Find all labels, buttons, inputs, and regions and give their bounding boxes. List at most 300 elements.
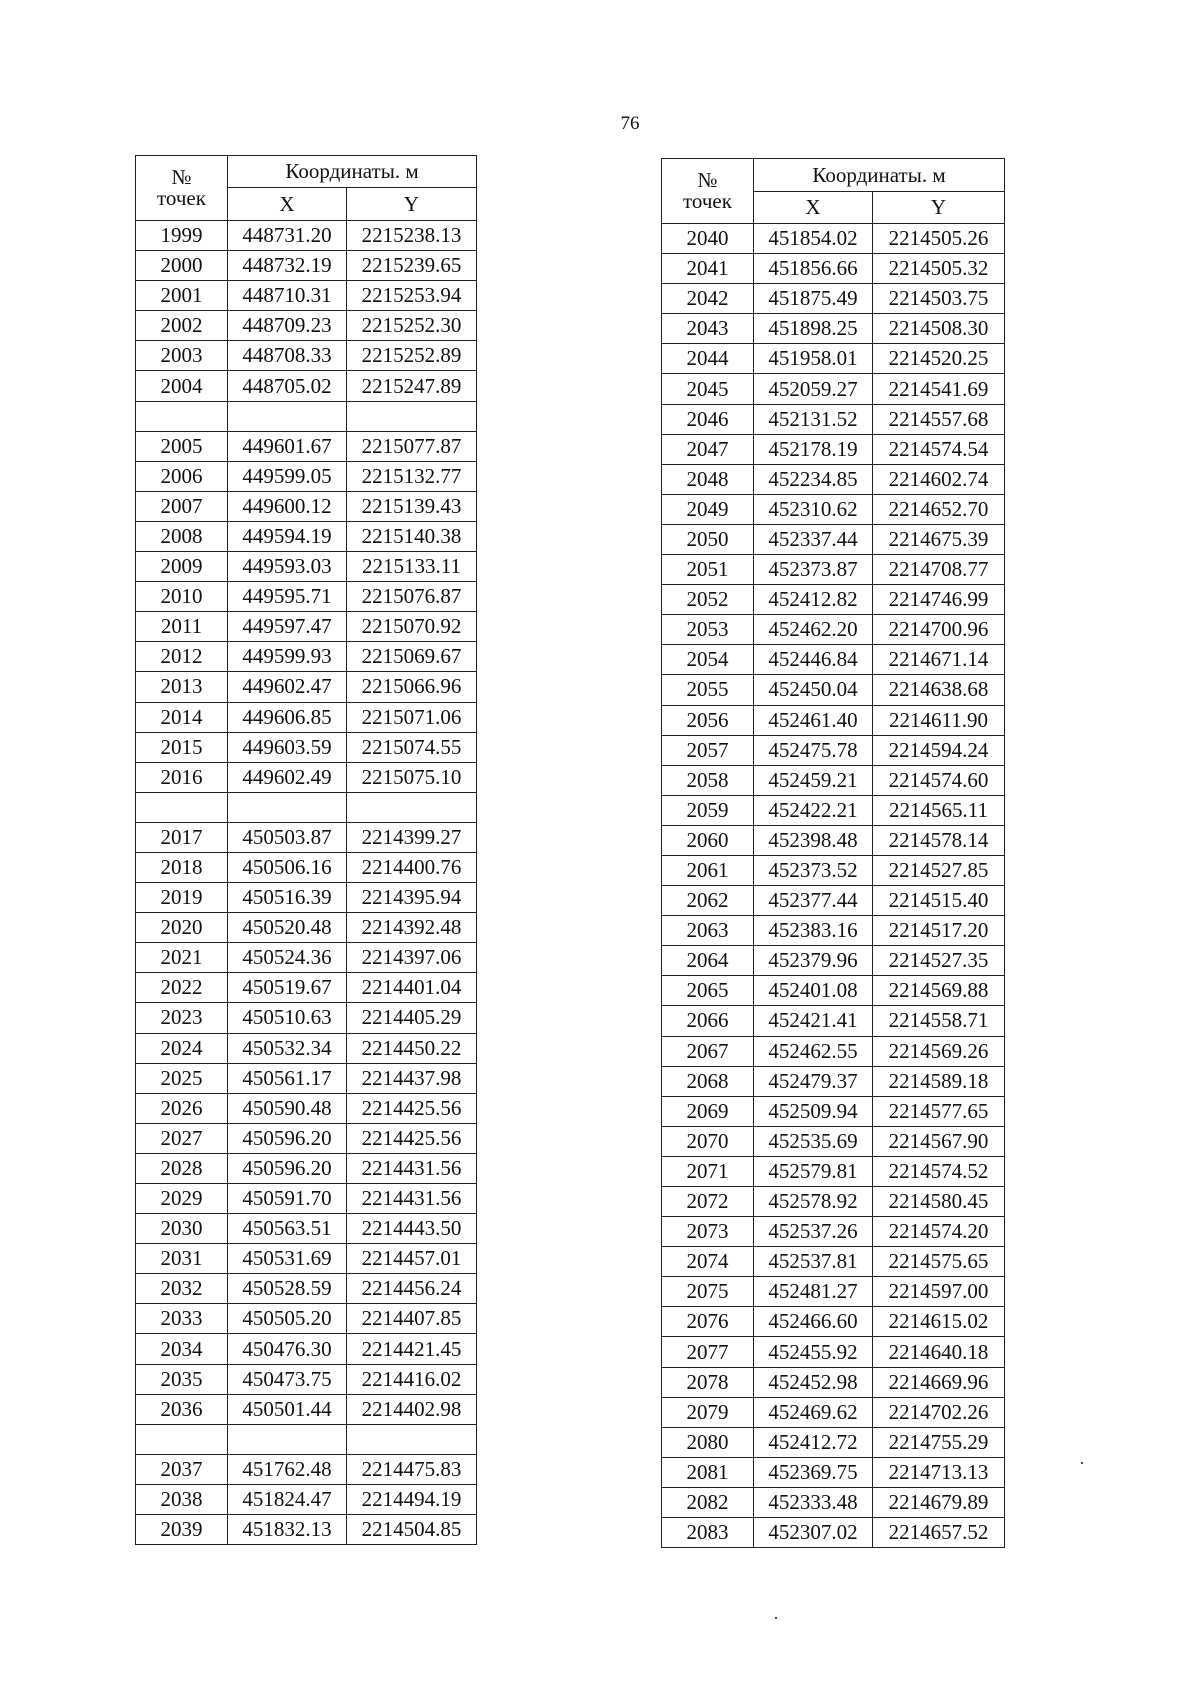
y-coordinate-cell: 2214615.02	[873, 1307, 1005, 1337]
y-coordinate-cell: 2214425.56	[347, 1093, 477, 1123]
table-row	[662, 1096, 1005, 1126]
x-coordinate-cell: 450528.59	[228, 1274, 347, 1304]
table-row	[136, 491, 477, 521]
y-coordinate-cell: 2214679.89	[873, 1487, 1005, 1517]
point-number-cell: 2054	[662, 645, 754, 675]
x-coordinate-cell: 452422.21	[754, 795, 873, 825]
point-number-cell: 2074	[662, 1247, 754, 1277]
x-coordinate-cell: 452131.52	[754, 404, 873, 434]
y-coordinate-cell: 2214638.68	[873, 675, 1005, 705]
y-coordinate-cell: 2214431.56	[347, 1153, 477, 1183]
x-coordinate-cell: 450596.20	[228, 1123, 347, 1153]
x-coordinate-cell: 452337.44	[754, 524, 873, 554]
table-row	[136, 521, 477, 551]
x-coordinate-cell: 452398.48	[754, 825, 873, 855]
y-coordinate-cell: 2215075.10	[347, 762, 477, 792]
table-row	[662, 494, 1005, 524]
point-number-cell: 2045	[662, 374, 754, 404]
point-number-cell	[136, 792, 228, 822]
point-number-cell: 2021	[136, 943, 228, 973]
x-coordinate-cell: 452379.96	[754, 946, 873, 976]
x-coordinate-cell: 450563.51	[228, 1214, 347, 1244]
point-number-cell: 2050	[662, 524, 754, 554]
table-row	[662, 314, 1005, 344]
x-column-header: X	[228, 188, 347, 221]
x-coordinate-cell: 452537.26	[754, 1217, 873, 1247]
point-number-cell	[136, 401, 228, 431]
y-coordinate-cell: 2214431.56	[347, 1184, 477, 1214]
x-coordinate-cell	[228, 792, 347, 822]
x-coordinate-cell: 452377.44	[754, 886, 873, 916]
x-coordinate-cell: 450590.48	[228, 1093, 347, 1123]
point-number-header	[136, 156, 228, 221]
y-coordinate-cell: 2214397.06	[347, 943, 477, 973]
coordinates-table-right	[661, 158, 1005, 1548]
point-number-cell: 2033	[136, 1304, 228, 1334]
x-coordinate-cell: 452509.94	[754, 1096, 873, 1126]
point-number-cell: 2034	[136, 1334, 228, 1364]
point-number-cell: 2062	[662, 886, 754, 916]
table-row	[136, 1424, 477, 1454]
table-row	[136, 1244, 477, 1274]
y-coordinate-cell: 2215252.30	[347, 311, 477, 341]
x-coordinate-cell: 450476.30	[228, 1334, 347, 1364]
point-number-cell: 2048	[662, 464, 754, 494]
point-number-cell: 2072	[662, 1187, 754, 1217]
table-row	[662, 735, 1005, 765]
point-number-cell: 2008	[136, 521, 228, 551]
point-number-cell: 2004	[136, 371, 228, 401]
x-coordinate-cell: 452450.04	[754, 675, 873, 705]
x-coordinate-cell: 452452.98	[754, 1367, 873, 1397]
table-row	[136, 582, 477, 612]
point-number-cell: 2002	[136, 311, 228, 341]
table-row	[662, 765, 1005, 795]
table-row	[136, 1063, 477, 1093]
y-coordinate-cell: 2214611.90	[873, 705, 1005, 735]
y-coordinate-cell: 2214503.75	[873, 284, 1005, 314]
x-coordinate-cell: 450591.70	[228, 1184, 347, 1214]
y-coordinate-cell: 2214494.19	[347, 1484, 477, 1514]
y-coordinate-cell: 2214567.90	[873, 1126, 1005, 1156]
x-coordinate-cell: 452537.81	[754, 1247, 873, 1277]
table-row	[662, 916, 1005, 946]
x-coordinate-cell: 449600.12	[228, 491, 347, 521]
point-number-cell: 2023	[136, 1003, 228, 1033]
table-row	[662, 1247, 1005, 1277]
point-number-cell: 2009	[136, 552, 228, 582]
y-coordinate-cell: 2215070.92	[347, 612, 477, 642]
x-coordinate-cell: 451824.47	[228, 1484, 347, 1514]
table-row	[136, 732, 477, 762]
y-coordinate-cell: 2214407.85	[347, 1304, 477, 1334]
table-row	[136, 341, 477, 371]
x-coordinate-cell: 448710.31	[228, 281, 347, 311]
point-number-cell: 2039	[136, 1515, 228, 1545]
x-coordinate-cell: 448708.33	[228, 341, 347, 371]
y-coordinate-cell: 2215247.89	[347, 371, 477, 401]
table-row	[136, 1033, 477, 1063]
x-coordinate-cell	[228, 1424, 347, 1454]
y-coordinate-cell: 2215252.89	[347, 341, 477, 371]
table-row	[136, 1153, 477, 1183]
point-number-cell: 2083	[662, 1518, 754, 1548]
point-number-cell: 2037	[136, 1454, 228, 1484]
point-number-cell: 2069	[662, 1096, 754, 1126]
table-row	[662, 976, 1005, 1006]
table-row	[136, 1184, 477, 1214]
x-coordinate-cell: 449593.03	[228, 552, 347, 582]
point-number-cell: 2003	[136, 341, 228, 371]
table-row	[662, 1427, 1005, 1457]
y-coordinate-cell: 2214755.29	[873, 1427, 1005, 1457]
point-number-cell	[136, 1424, 228, 1454]
point-number-header	[662, 159, 754, 224]
point-number-cell: 2000	[136, 251, 228, 281]
point-number-cell: 2043	[662, 314, 754, 344]
y-coordinate-cell: 2214574.52	[873, 1156, 1005, 1186]
x-coordinate-cell: 452455.92	[754, 1337, 873, 1367]
point-number-cell: 2030	[136, 1214, 228, 1244]
point-number-cell: 2029	[136, 1184, 228, 1214]
y-coordinate-cell: 2214574.20	[873, 1217, 1005, 1247]
table-row	[662, 1457, 1005, 1487]
x-coordinate-cell: 452461.40	[754, 705, 873, 735]
x-coordinate-cell: 452234.85	[754, 464, 873, 494]
point-number-cell: 2018	[136, 852, 228, 882]
table-row	[662, 1156, 1005, 1186]
x-coordinate-cell: 452469.62	[754, 1397, 873, 1427]
point-number-symbol: №	[697, 168, 718, 192]
x-coordinate-cell: 449602.49	[228, 762, 347, 792]
table-row	[136, 221, 477, 251]
point-number-cell: 2020	[136, 913, 228, 943]
point-number-cell: 2066	[662, 1006, 754, 1036]
y-coordinate-cell: 2214569.26	[873, 1036, 1005, 1066]
table-row	[136, 702, 477, 732]
scan-speck	[775, 1617, 777, 1619]
y-coordinate-cell: 2215077.87	[347, 431, 477, 461]
y-coordinate-cell: 2214400.76	[347, 852, 477, 882]
y-coordinate-cell: 2214746.99	[873, 585, 1005, 615]
x-coordinate-cell: 449597.47	[228, 612, 347, 642]
x-coordinate-cell: 451832.13	[228, 1515, 347, 1545]
x-coordinate-cell: 452579.81	[754, 1156, 873, 1186]
y-coordinate-cell: 2214508.30	[873, 314, 1005, 344]
x-coordinate-cell: 450531.69	[228, 1244, 347, 1274]
y-coordinate-cell: 2214402.98	[347, 1394, 477, 1424]
y-coordinate-cell: 2214702.26	[873, 1397, 1005, 1427]
table-row	[136, 552, 477, 582]
x-coordinate-cell: 450596.20	[228, 1153, 347, 1183]
y-coordinate-cell: 2214574.54	[873, 434, 1005, 464]
table-row	[136, 973, 477, 1003]
point-number-cell: 2061	[662, 855, 754, 885]
point-number-cell: 2053	[662, 615, 754, 645]
x-coordinate-cell: 452373.87	[754, 555, 873, 585]
y-coordinate-cell: 2214565.11	[873, 795, 1005, 825]
table-row	[662, 1066, 1005, 1096]
y-coordinate-cell: 2215239.65	[347, 251, 477, 281]
table-row	[136, 1515, 477, 1545]
point-number-cell: 2081	[662, 1457, 754, 1487]
y-coordinate-cell: 2214395.94	[347, 883, 477, 913]
y-coordinate-cell: 2214708.77	[873, 555, 1005, 585]
page-number: 76	[620, 113, 640, 134]
x-coordinate-cell: 451762.48	[228, 1454, 347, 1484]
table-row	[662, 254, 1005, 284]
x-coordinate-cell: 448731.20	[228, 221, 347, 251]
x-coordinate-cell: 452459.21	[754, 765, 873, 795]
x-coordinate-cell: 452412.72	[754, 1427, 873, 1457]
table-row	[136, 1123, 477, 1153]
point-number-cell: 2025	[136, 1063, 228, 1093]
x-coordinate-cell: 448709.23	[228, 311, 347, 341]
y-coordinate-cell: 2214437.98	[347, 1063, 477, 1093]
x-coordinate-cell: 451856.66	[754, 254, 873, 284]
y-coordinate-cell: 2214640.18	[873, 1337, 1005, 1367]
point-number-cell: 2046	[662, 404, 754, 434]
point-number-cell: 1999	[136, 221, 228, 251]
y-column-header: Y	[873, 192, 1005, 224]
y-coordinate-cell: 2215139.43	[347, 491, 477, 521]
y-coordinate-cell: 2215071.06	[347, 702, 477, 732]
y-coordinate-cell: 2215074.55	[347, 732, 477, 762]
x-coordinate-cell: 451854.02	[754, 224, 873, 254]
y-coordinate-cell: 2214558.71	[873, 1006, 1005, 1036]
table-row	[662, 946, 1005, 976]
y-coordinate-cell: 2214671.14	[873, 645, 1005, 675]
table-row	[662, 464, 1005, 494]
point-number-cell: 2011	[136, 612, 228, 642]
x-coordinate-cell: 452446.84	[754, 645, 873, 675]
y-coordinate-cell: 2214575.65	[873, 1247, 1005, 1277]
x-coordinate-cell: 449599.93	[228, 642, 347, 672]
table-row	[662, 615, 1005, 645]
table-row	[662, 795, 1005, 825]
point-number-cell: 2080	[662, 1427, 754, 1457]
point-number-cell: 2070	[662, 1126, 754, 1156]
x-coordinate-cell: 450501.44	[228, 1394, 347, 1424]
table-row	[136, 852, 477, 882]
x-coordinate-cell: 450519.67	[228, 973, 347, 1003]
table-row	[662, 374, 1005, 404]
point-number-cell: 2027	[136, 1123, 228, 1153]
x-coordinate-cell: 451958.01	[754, 344, 873, 374]
table-row	[136, 281, 477, 311]
y-coordinate-cell: 2214475.83	[347, 1454, 477, 1484]
y-coordinate-cell: 2215133.11	[347, 552, 477, 582]
point-number-cell: 2042	[662, 284, 754, 314]
y-coordinate-cell: 2214657.52	[873, 1518, 1005, 1548]
y-coordinate-cell: 2214517.20	[873, 916, 1005, 946]
x-coordinate-cell: 449602.47	[228, 672, 347, 702]
point-number-cell: 2052	[662, 585, 754, 615]
x-coordinate-cell: 452401.08	[754, 976, 873, 1006]
table-row	[662, 1487, 1005, 1517]
coordinates-table-left	[135, 155, 477, 1545]
point-number-cell: 2077	[662, 1337, 754, 1367]
table-row	[136, 1003, 477, 1033]
y-coordinate-cell: 2214399.27	[347, 822, 477, 852]
y-coordinate-cell: 2214421.45	[347, 1334, 477, 1364]
table-row	[662, 1397, 1005, 1427]
x-coordinate-cell: 450505.20	[228, 1304, 347, 1334]
x-coordinate-cell: 451875.49	[754, 284, 873, 314]
x-coordinate-cell: 452307.02	[754, 1518, 873, 1548]
y-coordinate-cell: 2214401.04	[347, 973, 477, 1003]
y-coordinate-cell: 2215069.67	[347, 642, 477, 672]
table-row	[136, 1484, 477, 1514]
y-coordinate-cell: 2214569.88	[873, 976, 1005, 1006]
x-coordinate-cell: 452578.92	[754, 1187, 873, 1217]
table-row	[136, 1274, 477, 1304]
table-row	[662, 886, 1005, 916]
table-row	[662, 1277, 1005, 1307]
table-row	[662, 1187, 1005, 1217]
point-number-cell: 2015	[136, 732, 228, 762]
x-coordinate-cell	[228, 401, 347, 431]
table-row	[662, 404, 1005, 434]
y-coordinate-cell: 2214527.85	[873, 855, 1005, 885]
point-number-cell: 2024	[136, 1033, 228, 1063]
x-coordinate-cell: 452479.37	[754, 1066, 873, 1096]
point-number-cell: 2057	[662, 735, 754, 765]
table-row	[662, 1006, 1005, 1036]
y-coordinate-cell: 2214602.74	[873, 464, 1005, 494]
x-coordinate-cell: 452421.41	[754, 1006, 873, 1036]
table-row	[136, 401, 477, 431]
point-number-cell: 2078	[662, 1367, 754, 1397]
y-coordinate-cell	[347, 792, 477, 822]
x-coordinate-cell: 451898.25	[754, 314, 873, 344]
y-column-header: Y	[347, 188, 477, 221]
table-row	[136, 371, 477, 401]
point-number-cell: 2056	[662, 705, 754, 735]
point-number-cell: 2016	[136, 762, 228, 792]
x-coordinate-cell: 452535.69	[754, 1126, 873, 1156]
x-coordinate-cell: 452481.27	[754, 1277, 873, 1307]
x-coordinate-cell: 450532.34	[228, 1033, 347, 1063]
x-coordinate-cell: 450510.63	[228, 1003, 347, 1033]
x-coordinate-cell: 449599.05	[228, 461, 347, 491]
y-coordinate-cell: 2214578.14	[873, 825, 1005, 855]
x-coordinate-cell: 452462.20	[754, 615, 873, 645]
point-number-cell: 2019	[136, 883, 228, 913]
point-number-cell: 2017	[136, 822, 228, 852]
table-row	[662, 1337, 1005, 1367]
x-coordinate-cell: 449594.19	[228, 521, 347, 551]
y-coordinate-cell: 2214700.96	[873, 615, 1005, 645]
y-coordinate-cell: 2214597.00	[873, 1277, 1005, 1307]
point-number-cell: 2044	[662, 344, 754, 374]
y-coordinate-cell: 2214457.01	[347, 1244, 477, 1274]
y-coordinate-cell: 2214392.48	[347, 913, 477, 943]
point-number-cell: 2012	[136, 642, 228, 672]
point-number-cell: 2060	[662, 825, 754, 855]
point-number-cell: 2040	[662, 224, 754, 254]
x-coordinate-cell: 452462.55	[754, 1036, 873, 1066]
table-row	[136, 762, 477, 792]
y-coordinate-cell: 2214405.29	[347, 1003, 477, 1033]
table-row	[662, 555, 1005, 585]
table-row	[136, 461, 477, 491]
y-coordinate-cell: 2214456.24	[347, 1274, 477, 1304]
table-row	[662, 284, 1005, 314]
y-coordinate-cell: 2214416.02	[347, 1364, 477, 1394]
x-coordinate-cell: 452412.82	[754, 585, 873, 615]
y-coordinate-cell: 2214505.26	[873, 224, 1005, 254]
point-number-cell: 2022	[136, 973, 228, 1003]
point-number-cell: 2001	[136, 281, 228, 311]
x-coordinate-cell: 452383.16	[754, 916, 873, 946]
x-column-header: X	[754, 192, 873, 224]
table-row	[662, 434, 1005, 464]
table-row	[136, 943, 477, 973]
table-row	[136, 1304, 477, 1334]
table-row	[136, 1093, 477, 1123]
y-coordinate-cell: 2214541.69	[873, 374, 1005, 404]
y-coordinate-cell	[347, 1424, 477, 1454]
table-row	[136, 1394, 477, 1424]
point-number-cell: 2067	[662, 1036, 754, 1066]
point-number-cell: 2071	[662, 1156, 754, 1186]
table-row	[136, 792, 477, 822]
x-coordinate-cell: 448732.19	[228, 251, 347, 281]
x-coordinate-cell: 450503.87	[228, 822, 347, 852]
x-coordinate-cell: 450473.75	[228, 1364, 347, 1394]
y-coordinate-cell: 2214580.45	[873, 1187, 1005, 1217]
y-coordinate-cell: 2214450.22	[347, 1033, 477, 1063]
y-coordinate-cell: 2214577.65	[873, 1096, 1005, 1126]
coordinates-header: Координаты. м	[228, 156, 477, 188]
y-coordinate-cell: 2215140.38	[347, 521, 477, 551]
scan-speck	[1081, 1462, 1083, 1464]
point-number-cell: 2026	[136, 1093, 228, 1123]
point-number-cell: 2013	[136, 672, 228, 702]
point-number-cell: 2065	[662, 976, 754, 1006]
point-number-cell: 2055	[662, 675, 754, 705]
y-coordinate-cell: 2214443.50	[347, 1214, 477, 1244]
x-coordinate-cell: 452369.75	[754, 1457, 873, 1487]
table-row	[662, 524, 1005, 554]
point-number-cell: 2041	[662, 254, 754, 284]
x-coordinate-cell: 448705.02	[228, 371, 347, 401]
table-row	[136, 612, 477, 642]
table-row	[136, 672, 477, 702]
y-coordinate-cell: 2214515.40	[873, 886, 1005, 916]
y-coordinate-cell: 2215253.94	[347, 281, 477, 311]
point-number-cell: 2005	[136, 431, 228, 461]
table-row	[136, 1334, 477, 1364]
y-coordinate-cell: 2214589.18	[873, 1066, 1005, 1096]
y-coordinate-cell: 2215238.13	[347, 221, 477, 251]
table-row	[662, 645, 1005, 675]
x-coordinate-cell: 449606.85	[228, 702, 347, 732]
coordinates-header: Координаты. м	[754, 159, 1005, 192]
table-row	[662, 855, 1005, 885]
point-number-cell: 2075	[662, 1277, 754, 1307]
point-number-cell: 2006	[136, 461, 228, 491]
point-number-label: точек	[157, 186, 206, 210]
x-coordinate-cell: 452475.78	[754, 735, 873, 765]
table-row	[136, 822, 477, 852]
point-number-cell: 2059	[662, 795, 754, 825]
y-coordinate-cell: 2215076.87	[347, 582, 477, 612]
table-row	[136, 1214, 477, 1244]
table-row	[136, 1364, 477, 1394]
point-number-cell: 2036	[136, 1394, 228, 1424]
